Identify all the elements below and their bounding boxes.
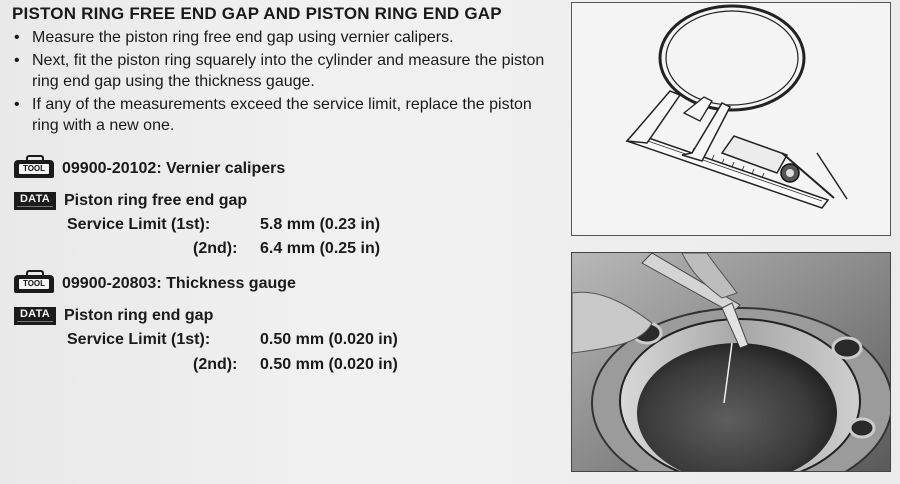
limit-label-2nd: (2nd): [193,240,238,257]
data-icon [14,307,56,325]
vernier-caliper-illustration [571,2,891,236]
data-icon [14,192,56,210]
limit-label-2nd: (2nd): [193,356,238,373]
limit-value-1st: 0.50 mm (0.020 in) [260,331,398,348]
instruction-text: Next, fit the piston ring squarely into the cylinder and measure the piston ring end gap using the thickness gauge. [32,52,545,90]
limit-value-1st: 5.8 mm (0.23 in) [260,216,381,233]
instruction-text: Measure the piston ring free end gap using vernier calipers. [32,29,454,46]
limit-value-2nd: 6.4 mm (0.25 in) [260,240,381,257]
tool-spec-thickness [14,275,296,293]
data-heading: Piston ring end gap [64,307,214,324]
instruction-item [12,94,552,136]
data-badge-label: DATA [19,193,51,205]
limit-label-1st: Service Limit (1st): [67,331,211,348]
cylinder-photo-drawing [572,253,890,471]
bullet-marker: • [14,52,20,69]
tool-icon [14,275,54,293]
instruction-item [12,50,552,92]
section-title: PISTON RING FREE END GAP AND PISTON RING END GAP [12,4,502,23]
tool-text: 09900-20102: Vernier calipers [62,160,286,177]
limit-value-2nd: 0.50 mm (0.020 in) [260,356,398,373]
data-badge-label: DATA [19,308,51,320]
data-spec-free-end-gap [14,192,247,210]
tool-badge-label: TOOL [19,164,49,174]
data-heading: Piston ring free end gap [64,192,248,209]
instruction-text: If any of the measurements exceed the service limit, replace the piston ring with a new one. [32,96,532,134]
tool-spec-vernier [14,160,285,178]
tool-icon [14,160,54,178]
caliper-drawing [572,3,890,235]
instruction-item [12,27,552,48]
tool-badge-label: TOOL [19,279,49,289]
limit-label-1st: Service Limit (1st): [67,216,211,233]
bullet-marker: • [14,29,20,46]
data-spec-end-gap [14,307,213,325]
tool-text: 09900-20803: Thickness gauge [62,275,296,292]
bullet-marker: • [14,96,20,113]
cylinder-gauge-photo [571,252,891,472]
instruction-list [12,27,552,138]
